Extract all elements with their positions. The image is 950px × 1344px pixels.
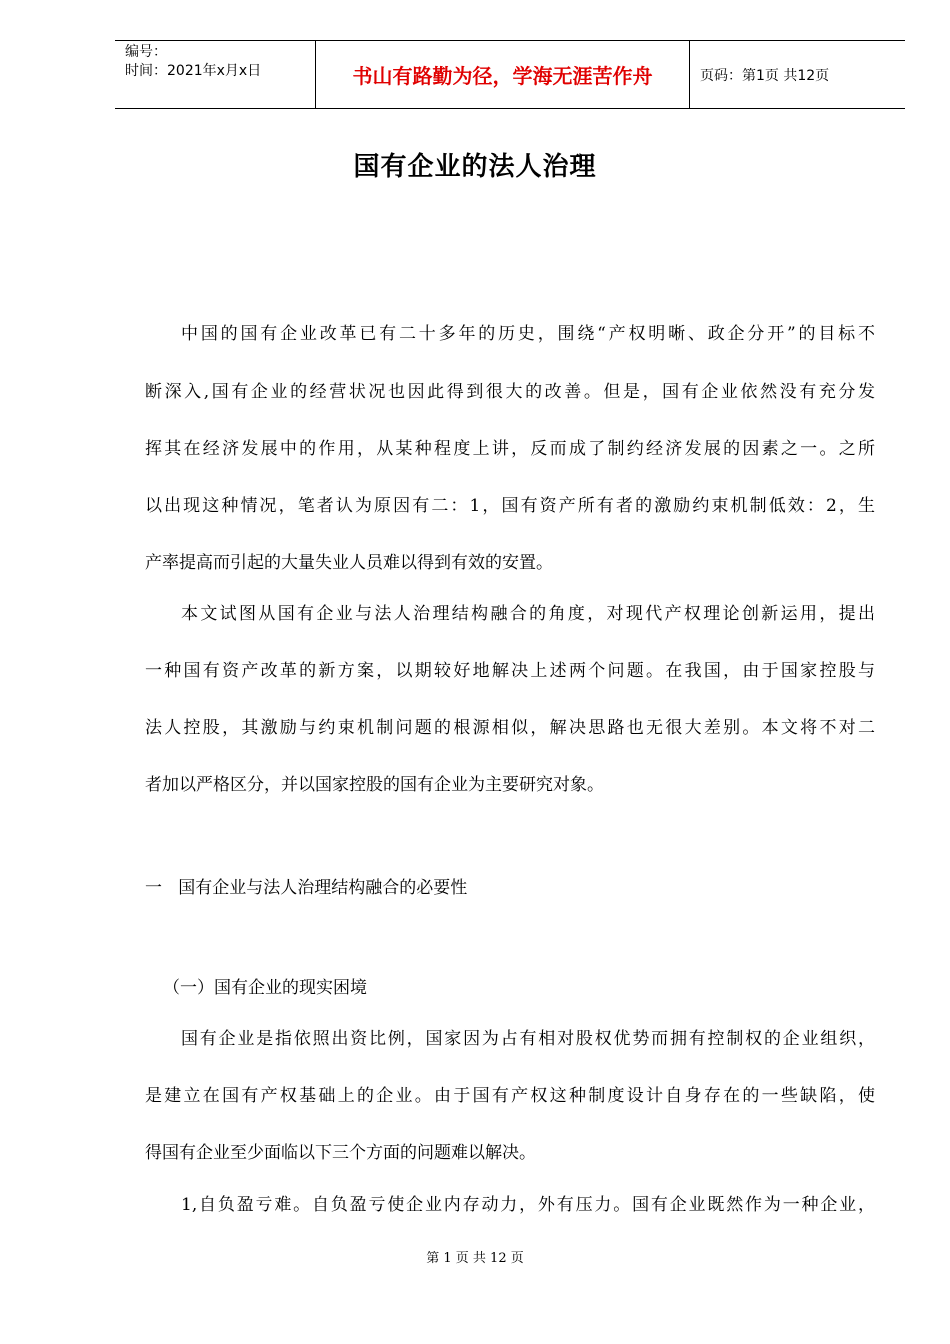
paragraph-line: 1,自负盈亏难。自负盈亏使企业内存动力，外有压力。国有企业既然作为一种企业， <box>181 1195 875 1215</box>
paragraph-line: 本文试图从国有企业与法人治理结构融合的角度，对现代产权理论创新运用，提出 <box>181 604 875 624</box>
paragraph-line: 一种国有资产改革的新方案，以期较好地解决上述两个问题。在我国，由于国家控股与 <box>145 661 875 681</box>
paragraph-line: 以出现这种情况，笔者认为原因有二：1，国有资产所有者的激励约束机制低效：2，生 <box>145 496 875 516</box>
subsection-heading: （一）国有企业的现实困境 <box>163 978 367 998</box>
paragraph-line: 国有企业是指依照出资比例，国家因为占有相对股权优势而拥有控制权的企业组织， <box>181 1029 875 1049</box>
paragraph-line: 得国有企业至少面临以下三个方面的问题难以解决。 <box>145 1143 536 1163</box>
document-body <box>145 0 875 1344</box>
header-page-info: 页码：第1页 共12页 <box>700 67 830 84</box>
paragraph-line: 是建立在国有产权基础上的企业。由于国有产权这种制度设计自身存在的一些缺陷，使 <box>145 1086 875 1106</box>
header-motto: 书山有路勤为径，学海无涯苦作舟 <box>316 41 690 108</box>
section-heading: 一 国有企业与法人治理结构融合的必要性 <box>145 878 468 898</box>
paragraph-line: 者加以严格区分，并以国家控股的国有企业为主要研究对象。 <box>145 775 604 795</box>
document-number-label: 编号： <box>125 44 167 60</box>
document-time-label: 时间：2021年x月x日 <box>125 63 262 79</box>
document-title: 国有企业的法人治理 <box>353 152 597 182</box>
paragraph-line: 产率提高而引起的大量失业人员难以得到有效的安置。 <box>145 553 553 573</box>
page-footer: 第 1 页 共 12 页 <box>426 1251 524 1266</box>
paragraph-line: 挥其在经济发展中的作用，从某种程度上讲，反而成了制约经济发展的因素之一。之所 <box>145 439 875 459</box>
paragraph-line: 法人控股，其激励与约束机制问题的根源相似，解决思路也无很大差别。本文将不对二 <box>145 718 875 738</box>
paragraph-line: 断深入,国有企业的经营状况也因此得到很大的改善。但是，国有企业依然没有充分发 <box>145 382 875 402</box>
paragraph-line: 中国的国有企业改革已有二十多年的历史，围绕“产权明晰、政企分开”的目标不 <box>181 324 875 344</box>
